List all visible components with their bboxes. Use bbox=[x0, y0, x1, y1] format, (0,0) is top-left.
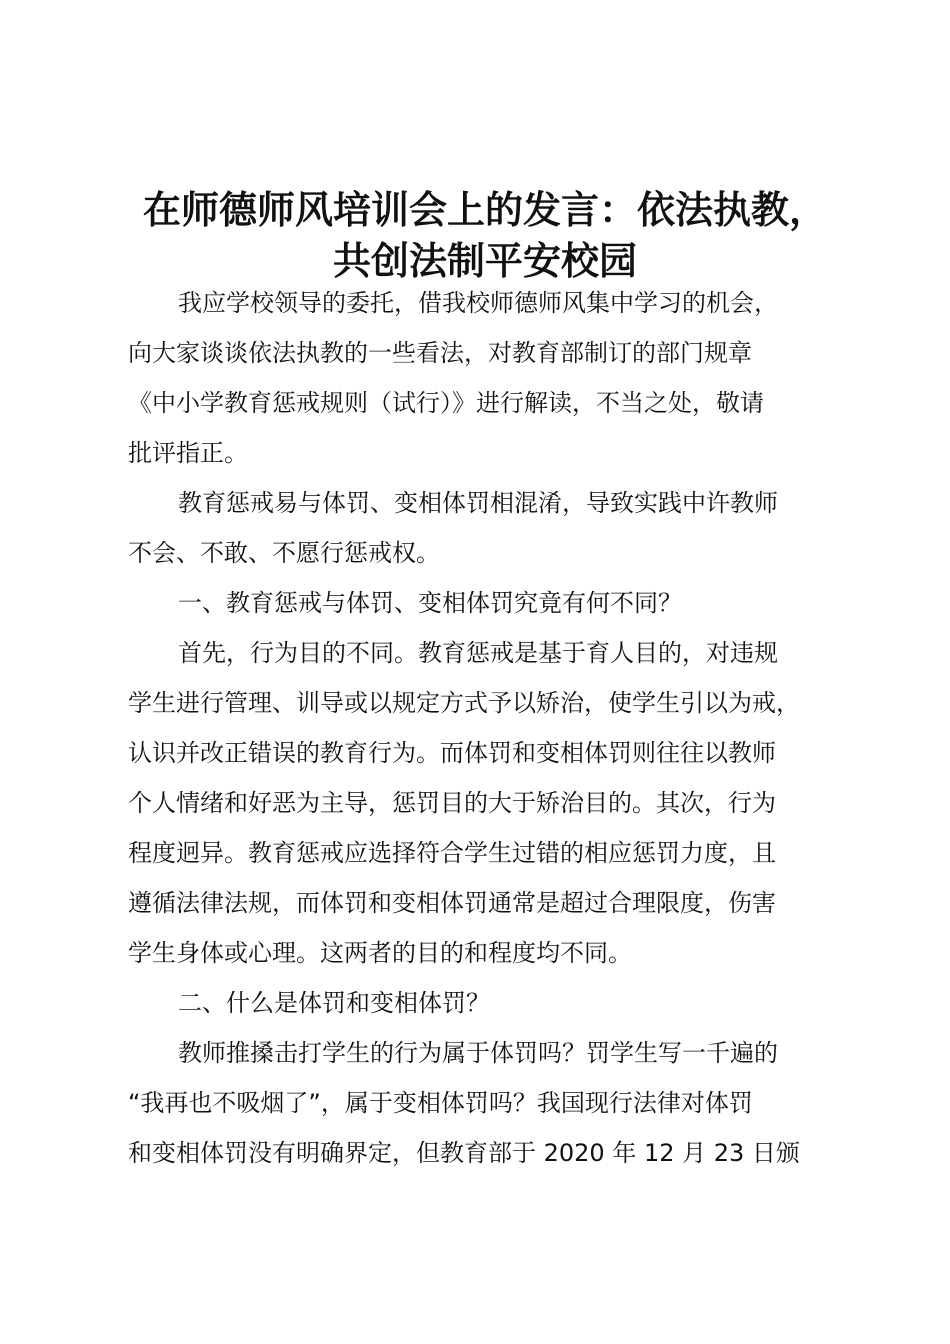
paragraph-3-line-1: 首先，行为目的不同。教育惩戒是基于育人目的，对违规 bbox=[178, 639, 778, 667]
paragraph-4-line-3: 和变相体罚没有明确界定，但教育部于 2020 年 12 月 23 日颁 bbox=[128, 1139, 800, 1167]
paragraph-1-line-3: 《中小学教育惩戒规则（试行）》进行解读，不当之处，敬请 bbox=[128, 389, 764, 417]
paragraph-4-line-2: “我再也不吸烟了”，属于变相体罚吗？我国现行法律对体罚 bbox=[128, 1089, 753, 1117]
paragraph-3-line-6: 遵循法律法规，而体罚和变相体罚通常是超过合理限度，伤害 bbox=[128, 889, 776, 917]
paragraph-1-line-1: 我应学校领导的委托，借我校师德师风集中学习的机会， bbox=[178, 289, 778, 317]
paragraph-3-line-2: 学生进行管理、训导或以规定方式予以矫治，使学生引以为戒， bbox=[128, 689, 800, 717]
paragraph-2-line-1: 教育惩戒易与体罚、变相体罚相混淆，导致实践中许教师 bbox=[178, 489, 778, 517]
paragraph-3-line-3: 认识并改正错误的教育行为。而体罚和变相体罚则往往以教师 bbox=[128, 739, 776, 767]
paragraph-3-line-4: 个人情绪和好恶为主导，惩罚目的大于矫治目的。其次，行为 bbox=[128, 789, 776, 817]
document-title-line-2: 共创法制平安校园 bbox=[332, 238, 637, 283]
section-heading-1: 一、教育惩戒与体罚、变相体罚究竟有何不同？ bbox=[178, 589, 682, 617]
paragraph-3-line-7: 学生身体或心理。这两者的目的和程度均不同。 bbox=[128, 939, 632, 967]
paragraph-3-line-5: 程度迥异。教育惩戒应选择符合学生过错的相应惩罚力度，且 bbox=[128, 839, 776, 867]
paragraph-1-line-4: 批评指正。 bbox=[128, 439, 248, 467]
paragraph-2-line-2: 不会、不敢、不愿行惩戒权。 bbox=[128, 539, 440, 567]
document-title-line-1: 在师德师风培训会上的发言：依法执教， bbox=[142, 187, 827, 232]
paragraph-1-line-2: 向大家谈谈依法执教的一些看法，对教育部制订的部门规章 bbox=[128, 339, 752, 367]
section-heading-2: 二、什么是体罚和变相体罚？ bbox=[178, 989, 490, 1017]
paragraph-4-line-1: 教师推搡击打学生的行为属于体罚吗？罚学生写一千遍的 bbox=[178, 1039, 778, 1067]
